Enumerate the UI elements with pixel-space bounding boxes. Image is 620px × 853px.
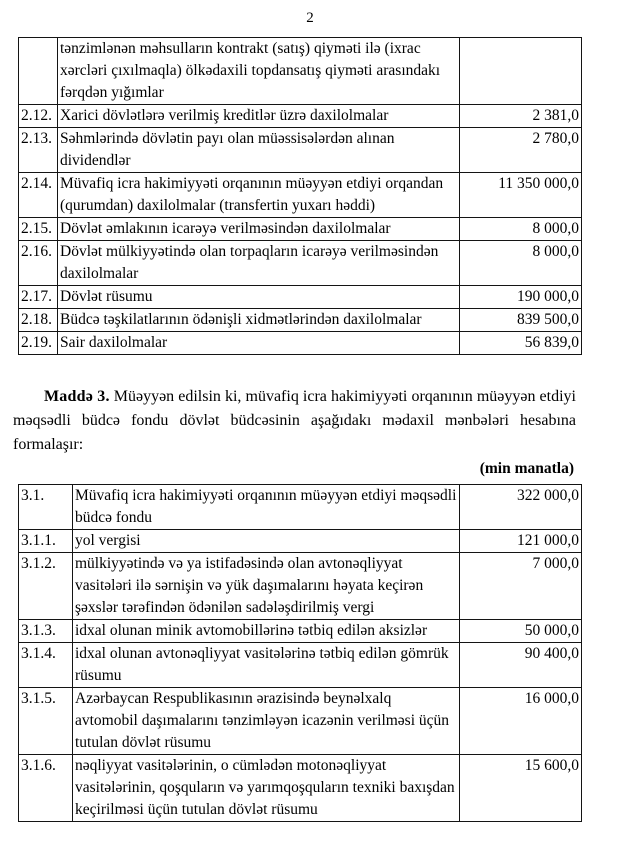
row-value-cell: 2 381,0: [460, 105, 582, 128]
table-row: [19, 755, 582, 822]
table-row: [19, 620, 582, 643]
row-value-cell: 7 000,0: [460, 553, 582, 620]
row-description-cell: Dövlət mülkiyyətində olan torpaqların icarəyə verilməsindən daxilolmalar: [58, 241, 460, 286]
row-value-cell: 56 839,0: [460, 332, 582, 355]
row-value-cell: 839 500,0: [460, 309, 582, 332]
row-number-cell: 3.1.3.: [19, 620, 73, 643]
revenue-table-continued: [18, 37, 582, 355]
table-row: [19, 309, 582, 332]
row-value-cell: 190 000,0: [460, 286, 582, 309]
row-description-cell: nəqliyyat vasitələrinin, o cümlədən motonəqliyyat vasitələrinin, qoşquların və yarımqoşquların texniki baxışdan keçirilməsi üçün tutulan dövlət rüsumu: [73, 755, 460, 822]
row-number-cell: 2.16.: [19, 241, 58, 286]
row-description-cell: Azərbaycan Respublikasının ərazisində beynəlxalq avtomobil daşımalarını tənzimləyən icazənin verilməsi üçün tutulan dövlət rüsumu: [73, 688, 460, 755]
statute-text: Müəyyən edilsin ki, müvafiq icra hakimiyyəti orqanının müəyyən etdiyi məqsədli büdcə fondu dövlət büdcəsinin aşağıdakı mədaxil mənbələri hesabına formalaşır:: [13, 388, 576, 453]
row-number-cell: 3.1.2.: [19, 553, 73, 620]
row-number-cell: 3.1.4.: [19, 643, 73, 688]
row-value-cell: 11 350 000,0: [460, 173, 582, 218]
row-value-cell: 50 000,0: [460, 620, 582, 643]
row-value-cell: [460, 38, 582, 105]
row-number-cell: 2.17.: [19, 286, 58, 309]
table-row: [19, 241, 582, 286]
row-value-cell: 15 600,0: [460, 755, 582, 822]
table-row: [19, 643, 582, 688]
table-row: [19, 485, 582, 530]
row-number-cell: 3.1.: [19, 485, 73, 530]
table-row: [19, 38, 582, 105]
row-number-cell: 3.1.6.: [19, 755, 73, 822]
table-row: [19, 105, 582, 128]
row-description-cell: idxal olunan minik avtomobillərinə tətbiq edilən aksizlər: [73, 620, 460, 643]
row-description-cell: mülkiyyətində və ya istifadəsində olan avtonəqliyyat vasitələri ilə sərnişin və yük daşımalarını həyata keçirən şəxslər tərəfindən ödənilən sadələşdirilmiş vergi: [73, 553, 460, 620]
row-value-cell: 2 780,0: [460, 128, 582, 173]
row-value-cell: 8 000,0: [460, 218, 582, 241]
row-description-cell: Büdcə təşkilatlarının ödənişli xidmətlərindən daxilolmalar: [58, 309, 460, 332]
row-value-cell: 121 000,0: [460, 530, 582, 553]
table-row: [19, 173, 582, 218]
row-value-cell: 16 000,0: [460, 688, 582, 755]
budget-fund-table: [18, 484, 582, 822]
row-description-cell: Dövlət rüsumu: [58, 286, 460, 309]
statute-paragraph: [13, 385, 576, 457]
row-description-cell: yol vergisi: [73, 530, 460, 553]
unit-note: (min manatla): [479, 460, 574, 477]
row-description-cell: tənzimlənən məhsulların kontrakt (satış) qiyməti ilə (ixrac xərcləri çıxılmaqla) ölkədaxili topdansatış qiyməti arasındakı fərqdən yığımlar: [58, 38, 460, 105]
table-row: [19, 286, 582, 309]
row-description-cell: Səhmlərində dövlətin payı olan müəssisələrdən alınan dividendlər: [58, 128, 460, 173]
row-description-cell: Müvafiq icra hakimiyyəti orqanının müəyyən etdiyi orqandan (qurumdan) daxilolmalar (transfertin yuxarı həddi): [58, 173, 460, 218]
table-row: [19, 218, 582, 241]
row-value-cell: 90 400,0: [460, 643, 582, 688]
row-number-cell: 3.1.1.: [19, 530, 73, 553]
table-row: [19, 530, 582, 553]
row-number-cell: 2.18.: [19, 309, 58, 332]
row-description-cell: Dövlət əmlakının icarəyə verilməsindən daxilolmalar: [58, 218, 460, 241]
row-description-cell: idxal olunan avtonəqliyyat vasitələrinə tətbiq edilən gömrük rüsumu: [73, 643, 460, 688]
table-row: [19, 332, 582, 355]
row-description-cell: Müvafiq icra hakimiyyəti orqanının müəyyən etdiyi məqsədli büdcə fondu: [73, 485, 460, 530]
statute-label: Maddə 3.: [44, 388, 110, 405]
row-number-cell: 2.14.: [19, 173, 58, 218]
row-number-cell: 2.15.: [19, 218, 58, 241]
row-number-cell: [19, 38, 58, 105]
table-row: [19, 553, 582, 620]
row-value-cell: 322 000,0: [460, 485, 582, 530]
page-number: 2: [306, 10, 314, 26]
row-number-cell: 2.13.: [19, 128, 58, 173]
row-value-cell: 8 000,0: [460, 241, 582, 286]
table-row: [19, 128, 582, 173]
row-description-cell: Sair daxilolmalar: [58, 332, 460, 355]
table-row: [19, 688, 582, 755]
row-number-cell: 3.1.5.: [19, 688, 73, 755]
row-number-cell: 2.19.: [19, 332, 58, 355]
row-number-cell: 2.12.: [19, 105, 58, 128]
row-description-cell: Xarici dövlətlərə verilmiş kreditlər üzrə daxilolmalar: [58, 105, 460, 128]
